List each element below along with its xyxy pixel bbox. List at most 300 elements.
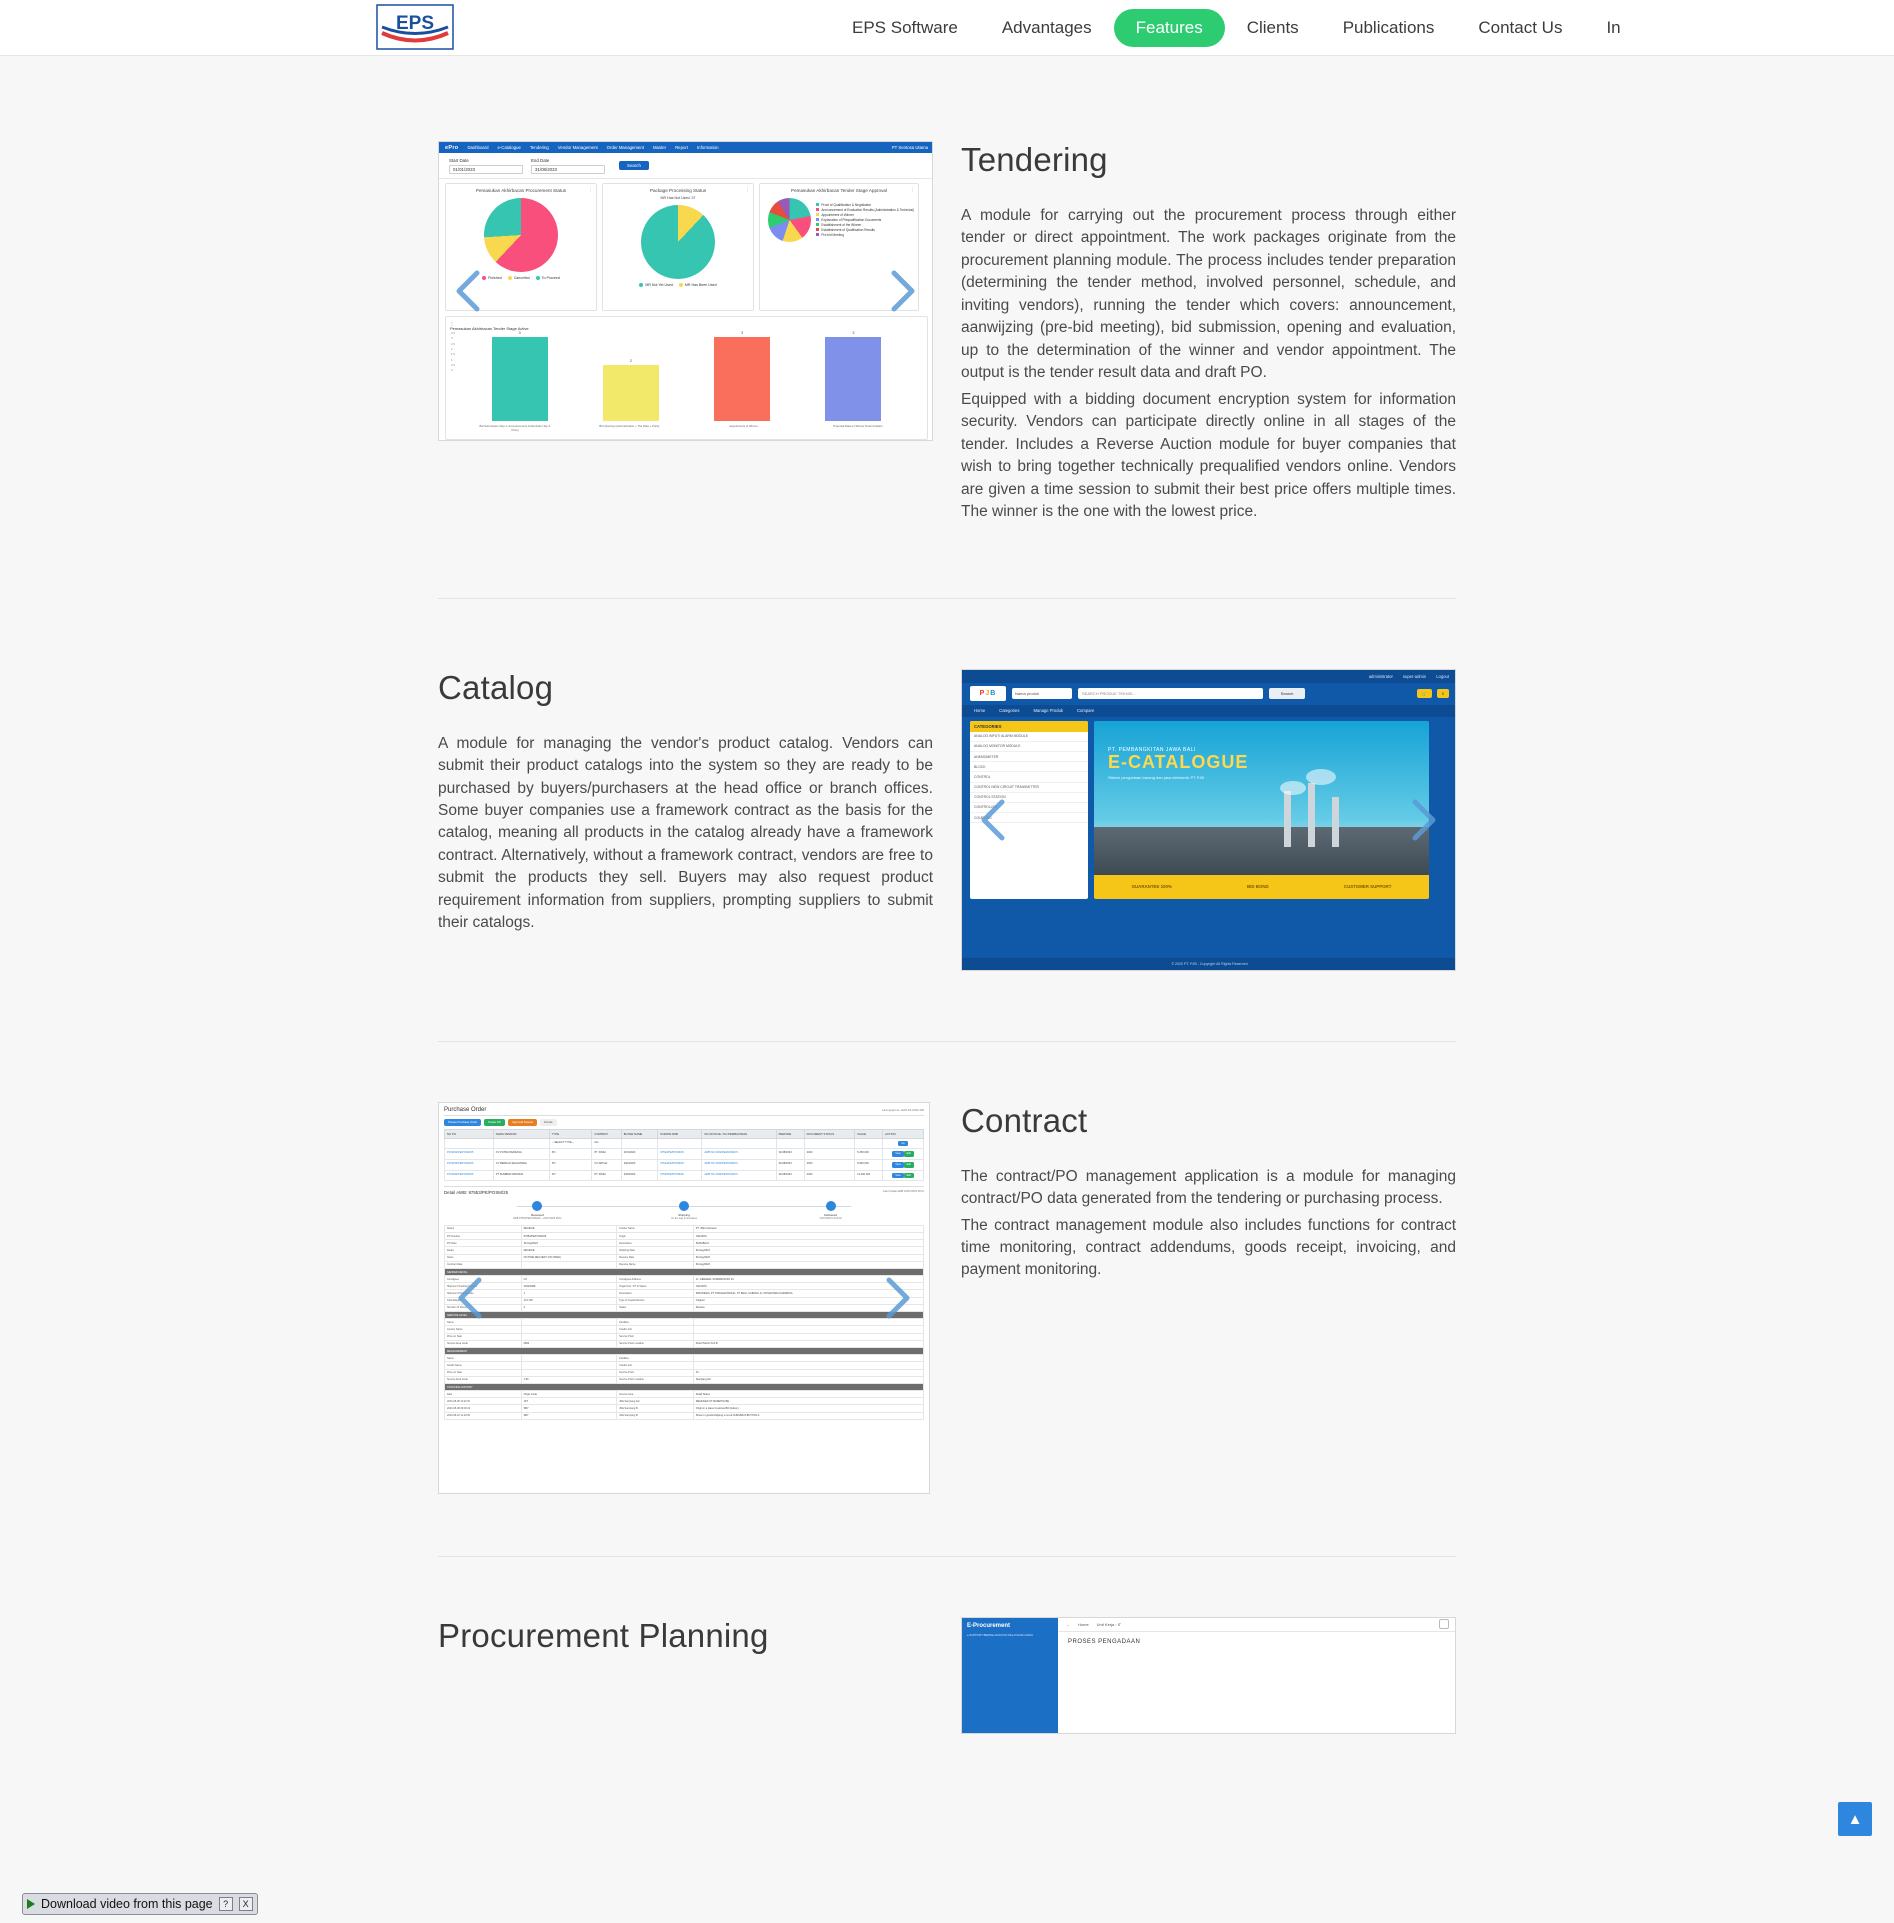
- catalog-search-button[interactable]: Search: [1269, 688, 1305, 699]
- cell-buyer: 3/20/2023: [621, 1159, 658, 1170]
- detail-value: 31/Aug/2023: [693, 1247, 923, 1254]
- history-col-date: Date: [445, 1391, 522, 1398]
- detail-key: Destination: [617, 1290, 694, 1297]
- detail-key: Origin Port / PT & Status: [617, 1283, 694, 1290]
- start-date-field: [449, 158, 523, 174]
- detail-row: [445, 1276, 924, 1283]
- legend-item: Announcement of Evaluation Results (Administration & Technical): [816, 208, 914, 213]
- detail-value: 0804: [521, 1340, 617, 1347]
- po-title: Purchase Order: [444, 1106, 487, 1113]
- detail-section-header: [445, 1268, 924, 1275]
- detail-value: Original: [693, 1297, 923, 1304]
- detail-key: Type of Goods/Service: [617, 1297, 694, 1304]
- hero-line-3: Sistem pengadaan barang dan jasa elektronik PT PJB: [1108, 774, 1204, 780]
- tendering-paragraph-1: A module for carrying out the procurement process through either tender or direct appointment. The work packages originate from the procurement planning module. The process includes tender preparation (determining the tender method, involved personnel, schedule, and inviting vendors), running the tender which covers: announcement, aanwijzing (pre-bid meeting), bid submission, opening and evaluation, up to the determination of the winner and vendor appointment. The output is the tender result data and draft PO.: [961, 207, 1456, 382]
- history-col-service-area: Service Area: [617, 1391, 694, 1398]
- dashboard-menu-dashboard[interactable]: Dashboard: [467, 145, 489, 150]
- detail-section-label: MEASUREMENT: [445, 1347, 924, 1354]
- dashboard-menu-master[interactable]: Master: [652, 145, 667, 150]
- legend-mr-not-used: MR Not Yet Used: [639, 283, 673, 287]
- col-type: TYPE: [549, 1129, 592, 1138]
- catalog-menu-home[interactable]: Home: [974, 708, 986, 714]
- filter-company[interactable]: ALL: [592, 1138, 621, 1149]
- history-origin: SBY: [521, 1412, 617, 1419]
- catalog-hero-banner[interactable]: [1094, 721, 1429, 899]
- contract-text: [961, 1102, 1456, 1286]
- po-meta: Last approve: AVR-16-2023-0/0: [882, 1107, 924, 1112]
- history-col-origin: Origin Code: [521, 1391, 617, 1398]
- catalog-sidebar-item[interactable]: CONTROL: [970, 772, 1088, 782]
- dashboard-user[interactable]: PT Sentosa Utama: [891, 145, 928, 150]
- detail-row: [445, 1297, 924, 1304]
- panel-title: Pemasukan Akhirbacan Tender Stage Approval: [791, 188, 887, 193]
- detail-key: Credit Limit: [617, 1326, 694, 1333]
- download-video-label[interactable]: Download video from this page: [41, 1897, 213, 1911]
- cell-company: PT. KIMIA: [592, 1170, 621, 1181]
- tendering-paragraph-2: Equipped with a bidding document encryption system for information security. Vendors can participate directly online in all stages of the tender. Includes a Reverse Auction module for buyer companies that wish to bring together technically prequalified vendors online. Vendors are given a time session to submit their best price offers multiple times. The winner is the one with the lowest price.: [961, 390, 1456, 521]
- history-origin: JKT: [521, 1398, 617, 1405]
- detail-key: Service Point: [617, 1369, 694, 1376]
- detail-value: Sampang A/2: [693, 1376, 923, 1383]
- panel-menu-icon[interactable]: ⋮: [450, 321, 454, 326]
- nav-item-publications[interactable]: Publications: [1342, 17, 1435, 37]
- legend-item: Establishment of the Winner: [816, 223, 914, 228]
- detail-key: Total Weight: [445, 1297, 522, 1304]
- detail-key: Consignee: [445, 1276, 522, 1283]
- section-catalog: [438, 669, 1456, 971]
- detail-row: [445, 1225, 924, 1232]
- detail-row: [445, 1232, 924, 1239]
- cell-value: 8.900.000: [855, 1159, 883, 1170]
- detail-value: 1.50: [521, 1376, 617, 1383]
- detail-value: RECEIVE: [521, 1247, 617, 1254]
- contract-paragraph-1: The contract/PO management application is a module for managing contract/PO data generated from the tendering or purchasing process.: [961, 1167, 1456, 1208]
- catalog-search-input[interactable]: SEARCH PRODUK TEKNIS...: [1078, 688, 1263, 699]
- detail-value: [521, 1362, 617, 1369]
- breadcrumb-home[interactable]: Home: [1078, 1621, 1089, 1627]
- catalog-screenshot[interactable]: [961, 669, 1456, 971]
- col-periode: PERIODE: [776, 1129, 804, 1138]
- detail-value: [521, 1319, 617, 1326]
- cell-type: PO: [549, 1159, 592, 1170]
- back-to-top-button[interactable]: [1838, 1802, 1872, 1836]
- search-icon[interactable]: [1439, 1619, 1449, 1629]
- bar-4: 3: [825, 337, 881, 421]
- nav-item-advantages[interactable]: Advantages: [1001, 17, 1092, 37]
- detail-key: Service Area Code: [445, 1340, 522, 1347]
- tendering-dashboard-mock: [439, 142, 933, 440]
- catalog-logout-link[interactable]: Logout: [1436, 673, 1449, 679]
- detail-section-header: [445, 1347, 924, 1354]
- catalog-sidebar-item[interactable]: COUPLING: [970, 813, 1088, 823]
- catalog-user-administrator[interactable]: administrator: [1368, 673, 1393, 679]
- contract-screenshot[interactable]: [438, 1102, 930, 1494]
- end-date-input[interactable]: 31/08/2023: [531, 165, 605, 174]
- catalog-sidebar-item[interactable]: CONTROLLER: [970, 803, 1088, 813]
- carousel-next-arrow[interactable]: [881, 1276, 915, 1320]
- pp-back-arrow-icon[interactable]: ←: [1066, 1621, 1070, 1627]
- pp-main: [1058, 1618, 1456, 1733]
- detail-row: [445, 1355, 924, 1362]
- contract-paragraph-2: The contract management module also includes functions for contract time monitoring, contract addendums, goods receipt, invoicing, and payment monitoring.: [961, 1216, 1456, 1279]
- dashboard-menu-order-management[interactable]: Order Management: [606, 145, 644, 150]
- detail-value: [521, 1261, 617, 1268]
- cell-action[interactable]: View Edit: [883, 1159, 924, 1170]
- detail-row: [445, 1369, 924, 1376]
- detail-value: [693, 1333, 923, 1340]
- table-row[interactable]: [445, 1159, 924, 1170]
- filter-no-po[interactable]: [445, 1138, 494, 1149]
- carousel-prev-arrow[interactable]: [976, 798, 1010, 842]
- catalog-sidebar-item[interactable]: ANEMOMETER: [970, 752, 1088, 762]
- bar-1: 3: [492, 337, 548, 421]
- detail-row: [445, 1283, 924, 1290]
- purchase-order-mock: [439, 1103, 929, 1493]
- detail-row: [445, 1326, 924, 1333]
- po-table: [444, 1129, 924, 1181]
- page-title-catalog: Catalog: [438, 668, 554, 706]
- detail-row: [445, 1333, 924, 1340]
- detail-value: 97553/PE/POSM/25: [521, 1232, 617, 1239]
- bar-chart-x-labels: [450, 424, 923, 432]
- section-tendering: [438, 141, 1456, 528]
- legend-item: Establishment of Qualification Results: [816, 228, 914, 233]
- bar-2: 2: [603, 365, 659, 421]
- cell-status: 2023: [804, 1170, 855, 1181]
- filter-invoice[interactable]: [702, 1138, 776, 1149]
- cell-status: 2023: [804, 1149, 855, 1160]
- cell-awb: 97535/PE/POSM/25: [658, 1170, 702, 1181]
- procurement-planning-text: [438, 1617, 933, 1665]
- detail-value: INDONESIA, PT. PJB ELEKTRIKAL, PT BAGI, CABANG JL. NUSANTARA SURABAYA: [693, 1290, 923, 1297]
- cell-invoice: AWB NO 3032/PE/0023/RCV: [702, 1149, 776, 1160]
- detail-row: [445, 1362, 924, 1369]
- catalog-menu-compare[interactable]: Compare: [1077, 708, 1095, 714]
- pjb-logo[interactable]: P J B: [970, 686, 1006, 701]
- catalog-text: [438, 669, 933, 939]
- detail-key: PO Date: [445, 1240, 522, 1247]
- tendering-media: [438, 141, 933, 441]
- detail-key: Destination: [617, 1240, 694, 1247]
- cell-nama-vendor: PT SUMBER MAKMUR: [493, 1170, 549, 1181]
- detail-key: Origin: [617, 1232, 694, 1239]
- detail-value: CV: [521, 1276, 617, 1283]
- hero-smoke: [1306, 769, 1336, 785]
- history-col-status: Detail Status: [693, 1391, 923, 1398]
- panel-legend: [816, 203, 914, 238]
- po-detail-title: Detail AWB: 97553/PE/POSM/25: [444, 1190, 509, 1196]
- detail-section-label: SENDER DETAIL: [445, 1268, 924, 1275]
- legend-item: Proof of Qualification & Negotiation: [816, 203, 914, 208]
- detail-key: Consignee Address: [617, 1276, 694, 1283]
- detail-key: Status: [617, 1304, 694, 1311]
- catalog-sidebar-item[interactable]: CONTROL STATION: [970, 793, 1088, 803]
- cell-no-po: PO/3032/PE/POSM/25: [445, 1149, 494, 1160]
- tracking-history-header: [445, 1391, 924, 1398]
- detail-row: [445, 1340, 924, 1347]
- table-row[interactable]: [445, 1149, 924, 1160]
- detail-value: Pearl Harbor Port B: [693, 1340, 923, 1347]
- legend-mr-used: MR Has Been Used: [679, 283, 717, 287]
- cell-no-po: PO/3033/PE/POSM/25: [445, 1159, 494, 1170]
- cell-action[interactable]: View Edit: [883, 1170, 924, 1181]
- detail-value: [521, 1333, 617, 1340]
- tracker-dot-icon: [679, 1201, 689, 1211]
- panel-menu-icon[interactable]: ⋮: [745, 187, 750, 193]
- bar-label: Proposal Data on Winner Determination: [833, 424, 883, 428]
- carousel-next-arrow[interactable]: [1407, 798, 1441, 842]
- bar-3: 3: [714, 337, 770, 421]
- history-area: JNE Sampang A/2: [617, 1398, 694, 1405]
- hero-line-1: PT. PEMBANGKITAN JAWA BALI: [1108, 746, 1196, 753]
- history-date: 2023-08-08 08:00:22: [445, 1405, 522, 1412]
- catalog-sidebar-item[interactable]: ANALOG INPUT/ ALARM MODULE: [970, 732, 1088, 742]
- detail-key: PO Number: [445, 1232, 522, 1239]
- detail-row: [445, 1376, 924, 1383]
- history-area: JNE Sampang B: [617, 1405, 694, 1412]
- cell-no-po: PO/3034/PE/POSM/25: [445, 1170, 494, 1181]
- detail-row: [445, 1247, 924, 1254]
- detail-value: RECEIVE: [521, 1225, 617, 1232]
- detail-row: [445, 1304, 924, 1311]
- section-contract: [438, 1102, 1456, 1494]
- hero-feature: GUARANTEE 100%: [1131, 884, 1172, 890]
- page-title-tendering: Tendering: [961, 141, 1108, 178]
- panel-title: Pemasukan Akhirbacan Tender Stage Active: [450, 326, 529, 331]
- dashboard-menu-report[interactable]: Report: [675, 145, 688, 150]
- panel-title: Pemasukan Akhirbacan Procurement Status: [475, 188, 567, 193]
- catalog-cart[interactable]: [1417, 689, 1449, 698]
- catalog-sidebar-item[interactable]: ANALOG MONITOR MODULE: [970, 742, 1088, 752]
- procurement-planning-screenshot[interactable]: [961, 1617, 1456, 1734]
- detail-key: Price on Sale: [445, 1333, 522, 1340]
- catalog-media: [961, 669, 1456, 971]
- catalog-user-superadmin[interactable]: super-admin: [1402, 673, 1427, 679]
- po-tab-approval[interactable]: Approval Selesai: [508, 1119, 537, 1126]
- filter-type[interactable]: -- SELECT TYPE --: [549, 1138, 592, 1149]
- download-video-bar[interactable]: [22, 1893, 258, 1915]
- catalog-category-select[interactable]: Nama produk: [1012, 688, 1072, 699]
- pp-subtitle: e-SUPPORT BERKELANJUTAN PELAYANAN ANDA: [967, 1632, 1033, 1637]
- detail-key: Detail: [445, 1247, 522, 1254]
- dashboard-menu-ecatalogue[interactable]: e-Catalogue: [497, 145, 521, 150]
- end-date-field: [531, 158, 605, 174]
- nav-item-features[interactable]: Features: [1114, 9, 1225, 47]
- pp-sidebar: [962, 1618, 1058, 1733]
- legend-item: Pre-bid Meeting: [816, 233, 914, 238]
- tendering-screenshot[interactable]: [438, 141, 933, 441]
- cell-company: PT. KIMIA: [592, 1149, 621, 1160]
- cell-status: 2023: [804, 1159, 855, 1170]
- detail-key: Courier Name: [617, 1225, 694, 1232]
- procurement-planning-media: [961, 1617, 1456, 1734]
- detail-section-header: [445, 1383, 924, 1390]
- col-nama-vendor: NAMA VENDOR: [493, 1129, 549, 1138]
- detail-key: Price on Sale: [445, 1369, 522, 1376]
- col-nomor-awb: NOMOR AWB: [658, 1129, 702, 1138]
- hero-text: [1108, 747, 1248, 780]
- tracking-history-row: [445, 1398, 924, 1405]
- table-filter-row: [445, 1138, 924, 1149]
- cell-type: PO: [549, 1149, 592, 1160]
- tracker-step-shipping: [639, 1201, 729, 1221]
- cell-value: 5.250.000: [855, 1149, 883, 1160]
- detail-row: [445, 1261, 924, 1268]
- nav-item-contact-us[interactable]: Contact Us: [1478, 17, 1563, 37]
- bar-chart-y-axis: 3.5 3 2.5 2 1.5 1 0.5 0: [451, 331, 455, 373]
- cell-periode: 31/08/2023: [776, 1149, 804, 1160]
- po-tab-proses[interactable]: Proses Purchase Order: [444, 1119, 481, 1126]
- cell-periode: 31/08/2023: [776, 1170, 804, 1181]
- dashboard-search-button[interactable]: Search: [619, 161, 649, 170]
- detail-value: JAKARTA: [693, 1232, 923, 1239]
- pie-chart-tender-stage-approval: [768, 198, 811, 242]
- panel-menu-icon[interactable]: ⋮: [910, 187, 915, 193]
- bar-chart-tender-stage-active: [450, 330, 923, 421]
- detail-row: [445, 1254, 924, 1261]
- po-header: [444, 1107, 924, 1116]
- hero-feature-strip: [1094, 875, 1429, 899]
- detail-row: [445, 1240, 924, 1247]
- detail-key: Receive Name: [617, 1261, 694, 1268]
- catalog-sidebar-title: CATEGORIES: [970, 721, 1088, 732]
- cell-nama-vendor: CV BERKAH SEJAHTERA: [493, 1159, 549, 1170]
- eps-logo[interactable]: [375, 3, 455, 51]
- tracker-step-delivered: [786, 1201, 876, 1221]
- contract-media: [438, 1102, 933, 1494]
- cart-count: 0: [1437, 689, 1449, 698]
- tendering-text: [961, 141, 1456, 528]
- panel-package-processing-status: [602, 183, 754, 311]
- detail-value: JAKARTA: [693, 1283, 923, 1290]
- dashboard-menu-information[interactable]: Information: [696, 145, 719, 150]
- po-tab-ditolak[interactable]: Ditolak: [540, 1119, 557, 1126]
- legend-to-proceed: To Proceed: [536, 276, 560, 280]
- detail-value: 31/Aug/2023: [693, 1261, 923, 1268]
- start-date-input[interactable]: 01/01/2023: [449, 165, 523, 174]
- po-tab-pesan[interactable]: Pesan PO: [484, 1119, 505, 1126]
- cart-icon[interactable]: 🛒: [1417, 689, 1432, 698]
- tracking-history-row: [445, 1405, 924, 1412]
- catalog-sidebar-item[interactable]: CONTROL NEW CIRCUIT TRANSMITTER: [970, 783, 1088, 793]
- cell-buyer: 3/28/2023: [621, 1170, 658, 1181]
- tracker-step-detail: 23/07/2023 14:00:00: [819, 1217, 842, 1221]
- carousel-prev-arrow[interactable]: [451, 269, 485, 313]
- detail-value: SURABAYA: [693, 1240, 923, 1247]
- detail-value: JL. GENERAL SUDIRMAN NO 24: [693, 1276, 923, 1283]
- history-date: 2023-08-23 11:20:00: [445, 1412, 522, 1419]
- detail-key: Service Area Code: [445, 1376, 522, 1383]
- detail-value: Receive: [693, 1304, 923, 1311]
- filter-value[interactable]: [855, 1138, 883, 1149]
- cell-invoice: AWB NO 3033/PE/0029/RCV: [702, 1159, 776, 1170]
- panel-subtitle: MR Has Not Used: 37: [660, 196, 696, 201]
- cell-type: PO: [549, 1170, 592, 1181]
- dashboard-menu-tendering[interactable]: Tendering: [529, 145, 549, 150]
- filter-nama-vendor[interactable]: [493, 1138, 549, 1149]
- tracker-step-received: [492, 1201, 582, 1221]
- nav-item-clients[interactable]: Clients: [1246, 17, 1299, 37]
- close-icon[interactable]: X: [239, 1897, 253, 1911]
- detail-value: [693, 1326, 923, 1333]
- carousel-next-arrow[interactable]: [886, 269, 920, 313]
- legend-item: Explanation of Prequalification Documents: [816, 218, 914, 223]
- detail-value: [693, 1362, 923, 1369]
- panel-menu-icon[interactable]: ⋮: [588, 187, 593, 193]
- legend-cancelled: Cancelled: [508, 276, 530, 280]
- detail-value: PT. JNE Indonesia: [693, 1225, 923, 1232]
- col-company: COMPANY: [592, 1129, 621, 1138]
- detail-row: [445, 1290, 924, 1297]
- detail-key: Contract Date: [445, 1261, 522, 1268]
- cell-invoice: AWB NO 3034/PE/0031/RCV: [702, 1170, 776, 1181]
- site-header: [0, 0, 1894, 56]
- nav-item-eps-software[interactable]: EPS Software: [852, 17, 958, 37]
- pp-page-title: PROSES PENGADAAN: [1068, 1638, 1141, 1645]
- history-status: Origin in a place Customer/Bc Delivery: [693, 1405, 923, 1412]
- cell-periode: 31/08/2023: [776, 1159, 804, 1170]
- table-header-row: [445, 1129, 924, 1138]
- filter-buyer[interactable]: [621, 1138, 658, 1149]
- dashboard-menu-vendor-management[interactable]: Vendor Management: [557, 145, 598, 150]
- catalog-menu-categories[interactable]: Categories: [999, 708, 1020, 714]
- detail-key: Notes: [445, 1254, 522, 1261]
- detail-key: Service Point Location: [617, 1376, 694, 1383]
- detail-row: [445, 1319, 924, 1326]
- shipment-tracker: [464, 1201, 904, 1221]
- detail-key: Number Of Pieces: [445, 1304, 522, 1311]
- filter-periode[interactable]: [776, 1138, 804, 1149]
- po-detail-table: [444, 1225, 924, 1420]
- detail-value: [521, 1326, 617, 1333]
- catalog-menu-manage-produk[interactable]: Manage Produk: [1033, 708, 1064, 714]
- hero-smokestack: [1284, 791, 1291, 847]
- hero-smokestack: [1308, 783, 1315, 847]
- detail-section-header: [445, 1312, 924, 1319]
- table-row[interactable]: [445, 1170, 924, 1181]
- catalog-paragraph-1: A module for managing the vendor's product catalog. Vendors can submit their product catalogs into the system so they are ready to be purchased by buyers/purchasers at the head office or branch offices. Some buyer companies use a framework contract as the basis for the catalog, meaning all products in the catalog already have a framework contract. Alternatively, without a framework contract, vendors are free to submit the products they sell. Buyers may also request product requirement information from suppliers, prompting suppliers to submit their catalogs.: [438, 734, 933, 932]
- filter-awb[interactable]: [658, 1138, 702, 1149]
- bar-label: Appointment of Winner: [729, 424, 758, 428]
- detail-key: Facilities: [617, 1319, 694, 1326]
- detail-value: [693, 1355, 923, 1362]
- cell-action[interactable]: View Edit: [883, 1149, 924, 1160]
- history-area: JNE Sampang B: [617, 1412, 694, 1419]
- detail-value: [521, 1355, 617, 1362]
- play-icon: [27, 1899, 35, 1909]
- detail-section-label: TRACKING HISTORY: [445, 1383, 924, 1390]
- catalog-sidebar-item[interactable]: BLOCK: [970, 762, 1088, 772]
- bar-label: Bid Opening (Administration + The Data + Price): [599, 424, 660, 428]
- col-buyer-name: BUYER NAME: [621, 1129, 658, 1138]
- filter-action[interactable]: Go: [883, 1138, 924, 1149]
- help-icon[interactable]: ?: [219, 1897, 233, 1911]
- hero-feature: CUSTOMER SUPPORT: [1343, 884, 1392, 890]
- history-status: RECEIVED AT WAREHOUSE: [693, 1398, 923, 1405]
- catalog-search-bar: [962, 683, 1456, 705]
- carousel-prev-arrow[interactable]: [453, 1276, 487, 1320]
- nav-item-language[interactable]: In: [1606, 17, 1621, 37]
- filter-status[interactable]: [804, 1138, 855, 1149]
- cell-buyer: 3/15/2023: [621, 1149, 658, 1160]
- detail-value: 31/Aug/2023: [521, 1240, 617, 1247]
- detail-value: 174,700: [521, 1297, 617, 1304]
- history-origin: SBY: [521, 1405, 617, 1412]
- detail-key: Name: [445, 1355, 522, 1362]
- hero-feature: BID BOND: [1247, 884, 1269, 890]
- cell-company: CV ARTHA: [592, 1159, 621, 1170]
- panel-tender-stage-active: [445, 316, 928, 440]
